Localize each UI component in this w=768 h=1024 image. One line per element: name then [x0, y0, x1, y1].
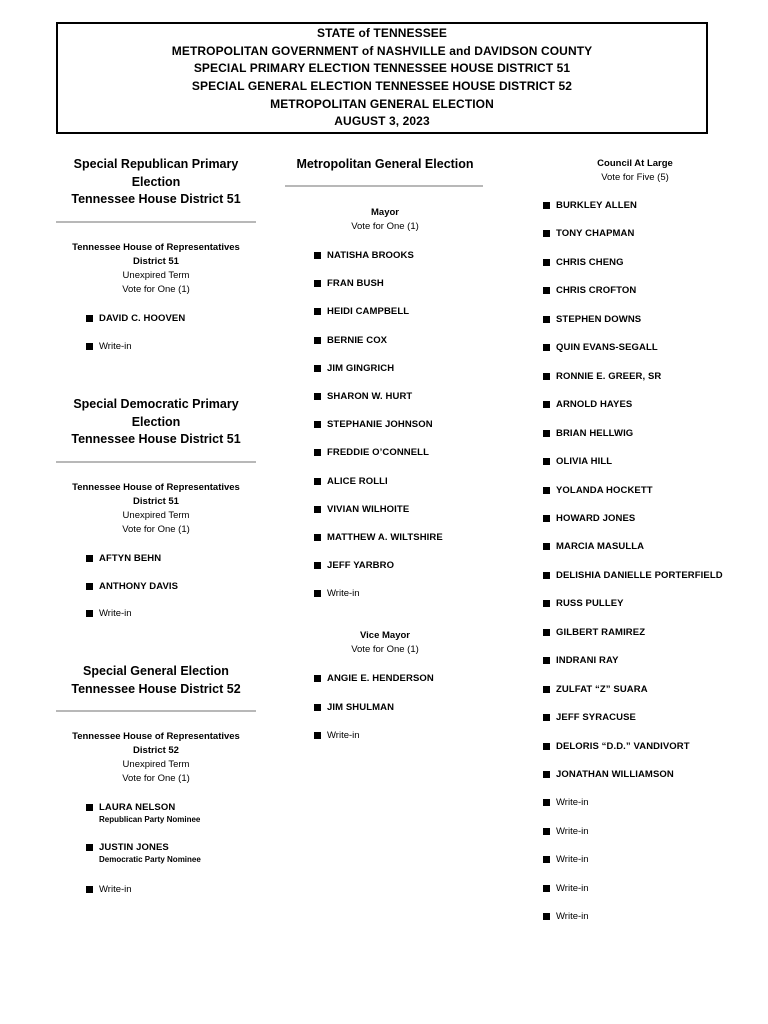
candidate-option[interactable]: AFTYN BEHN [86, 553, 161, 565]
candidate-option[interactable]: BURKLEY ALLEN [543, 200, 637, 212]
vote-oval[interactable] [86, 343, 93, 350]
vote-oval[interactable] [314, 449, 321, 456]
vote-oval[interactable] [543, 458, 550, 465]
vote-oval[interactable] [543, 828, 550, 835]
candidate-option[interactable]: OLIVIA HILL [543, 456, 612, 468]
vote-oval[interactable] [543, 543, 550, 550]
candidate-option[interactable]: RUSS PULLEY [543, 598, 624, 610]
vote-oval[interactable] [543, 230, 550, 237]
candidate-option[interactable]: YOLANDA HOCKETT [543, 485, 653, 497]
candidate-option[interactable]: SHARON W. HURT [314, 391, 412, 403]
candidate-option[interactable]: LAURA NELSON Republican Party Nominee [86, 802, 200, 826]
vote-oval[interactable] [543, 202, 550, 209]
candidate-option[interactable]: VIVIAN WILHOITE [314, 504, 409, 516]
vote-oval[interactable] [543, 515, 550, 522]
candidate-option[interactable]: MATTHEW A. WILTSHIRE [314, 532, 443, 544]
candidate-option[interactable]: ZULFAT “Z” SUARA [543, 684, 648, 696]
vote-oval[interactable] [543, 771, 550, 778]
mayor-contest-header: Mayor Vote for One (1) [351, 207, 419, 232]
vote-oval[interactable] [543, 743, 550, 750]
candidate-option[interactable]: TONY CHAPMAN [543, 228, 634, 240]
candidate-option[interactable]: DELORIS “D.D.” VANDIVORT [543, 741, 690, 753]
vote-oval[interactable] [543, 316, 550, 323]
vote-oval[interactable] [314, 308, 321, 315]
vote-oval[interactable] [314, 675, 321, 682]
header-primary-election: SPECIAL PRIMARY ELECTION TENNESSEE HOUSE DISTRICT 51 [193, 61, 571, 76]
header-state: STATE of TENNESSEE [316, 26, 448, 41]
vote-oval[interactable] [314, 421, 321, 428]
vote-oval[interactable] [543, 799, 550, 806]
candidate-option[interactable]: STEPHEN DOWNS [543, 314, 641, 326]
vote-oval[interactable] [543, 572, 550, 579]
candidate-option[interactable]: DAVID C. HOOVEN [86, 313, 185, 325]
vote-oval[interactable] [314, 506, 321, 513]
candidate-option[interactable]: DELISHIA DANIELLE PORTERFIELD [543, 570, 723, 582]
vote-oval[interactable] [543, 373, 550, 380]
candidate-option[interactable]: CHRIS CROFTON [543, 285, 636, 297]
general-52-contest-header: Tennessee House of Representatives District 52 Unexpired Term Vote for One (1) [72, 731, 240, 784]
write-in-option[interactable]: Write-in [86, 341, 132, 353]
vote-oval[interactable] [314, 478, 321, 485]
vote-oval[interactable] [543, 885, 550, 892]
write-in-option[interactable]: Write-in [543, 854, 589, 866]
candidate-option[interactable]: BERNIE COX [314, 335, 387, 347]
candidate-option[interactable]: JIM SHULMAN [314, 702, 394, 714]
democratic-primary-title: Special Democratic Primary Election Tennessee House District 51 [71, 397, 241, 446]
candidate-option[interactable]: FREDDIE O’CONNELL [314, 447, 429, 459]
candidate-option[interactable]: BRIAN HELLWIG [543, 428, 633, 440]
vote-oval[interactable] [314, 393, 321, 400]
vote-oval[interactable] [543, 600, 550, 607]
header-government: METROPOLITAN GOVERNMENT of NASHVILLE and DAVIDSON COUNTY [171, 43, 593, 58]
vote-oval[interactable] [543, 686, 550, 693]
general-52-title: Special General Election Tennessee House District 52 [71, 664, 241, 696]
vote-oval[interactable] [543, 487, 550, 494]
candidate-option[interactable]: JONATHAN WILLIAMSON [543, 769, 674, 781]
ballot-header [56, 22, 708, 134]
vote-oval[interactable] [314, 732, 321, 739]
section-divider [56, 221, 256, 223]
party-label: Democratic Party Nominee [99, 855, 201, 864]
metro-election-title: Metropolitan General Election [296, 157, 474, 171]
write-in-option[interactable]: Write-in [86, 884, 132, 896]
vice-mayor-contest-header: Vice Mayor Vote for One (1) [351, 630, 419, 655]
write-in-option[interactable]: Write-in [543, 883, 589, 895]
candidate-option[interactable]: HEIDI CAMPBELL [314, 306, 409, 318]
vote-oval[interactable] [543, 430, 550, 437]
vote-oval[interactable] [543, 401, 550, 408]
vote-oval[interactable] [86, 804, 93, 811]
header-general-election: SPECIAL GENERAL ELECTION TENNESSEE HOUSE DISTRICT 52 [191, 79, 573, 93]
vote-oval[interactable] [543, 629, 550, 636]
candidate-option[interactable]: ANGIE E. HENDERSON [314, 673, 434, 685]
vote-oval[interactable] [314, 704, 321, 711]
header-date: AUGUST 3, 2023 [334, 114, 430, 129]
section-divider [285, 185, 483, 187]
candidate-option[interactable]: JEFF YARBRO [314, 560, 394, 572]
vote-oval[interactable] [543, 657, 550, 664]
vote-oval[interactable] [86, 610, 93, 617]
write-in-option[interactable]: Write-in [543, 826, 589, 838]
section-divider [56, 461, 256, 463]
vote-oval[interactable] [86, 583, 93, 590]
republican-primary-title: Special Republican Primary Election Tennessee House District 51 [71, 157, 241, 206]
vote-oval[interactable] [314, 280, 321, 287]
candidate-option[interactable]: ALICE ROLLI [314, 476, 388, 488]
candidate-option[interactable]: JIM GINGRICH [314, 363, 394, 375]
candidate-option[interactable]: QUIN EVANS-SEGALL [543, 342, 658, 354]
vote-oval[interactable] [314, 365, 321, 372]
vote-oval[interactable] [86, 315, 93, 322]
vote-oval[interactable] [314, 534, 321, 541]
write-in-option[interactable]: Write-in [543, 911, 589, 923]
candidate-option[interactable]: STEPHANIE JOHNSON [314, 419, 433, 431]
vote-oval[interactable] [543, 259, 550, 266]
vote-oval[interactable] [314, 590, 321, 597]
vote-oval[interactable] [543, 913, 550, 920]
vote-oval[interactable] [314, 252, 321, 259]
candidate-option[interactable]: RONNIE E. GREER, SR [543, 371, 661, 383]
party-label: Republican Party Nominee [99, 815, 201, 824]
vote-oval[interactable] [86, 555, 93, 562]
vote-oval[interactable] [86, 844, 93, 851]
vote-oval[interactable] [86, 886, 93, 893]
header-metro-election: METROPOLITAN GENERAL ELECTION [270, 96, 494, 111]
write-in-option[interactable]: Write-in [314, 588, 360, 600]
candidate-option[interactable]: HOWARD JONES [543, 513, 635, 525]
vote-oval[interactable] [543, 287, 550, 294]
candidate-option[interactable]: FRAN BUSH [314, 278, 384, 290]
candidate-option[interactable]: GILBERT RAMIREZ [543, 627, 645, 639]
section-divider [56, 710, 256, 712]
republican-contest-header: Tennessee House of Representatives District 51 Unexpired Term Vote for One (1) [72, 242, 240, 295]
democratic-contest-header: Tennessee House of Representatives District 51 Unexpired Term Vote for One (1) [72, 482, 240, 535]
council-contest-header: Council At Large Vote for Five (5) [597, 158, 673, 183]
write-in-option[interactable]: Write-in [543, 797, 589, 809]
vote-oval[interactable] [314, 337, 321, 344]
candidate-option[interactable]: INDRANI RAY [543, 655, 619, 667]
candidate-option[interactable]: CHRIS CHENG [543, 257, 624, 269]
candidate-option[interactable]: JEFF SYRACUSE [543, 712, 636, 724]
write-in-option[interactable]: Write-in [86, 608, 132, 620]
vote-oval[interactable] [314, 562, 321, 569]
candidate-option[interactable]: ARNOLD HAYES [543, 399, 632, 411]
vote-oval[interactable] [543, 714, 550, 721]
candidate-option[interactable]: NATISHA BROOKS [314, 250, 414, 262]
candidate-option[interactable]: ANTHONY DAVIS [86, 581, 178, 593]
write-in-option[interactable]: Write-in [314, 730, 360, 742]
candidate-option[interactable]: MARCIA MASULLA [543, 541, 644, 553]
vote-oval[interactable] [543, 344, 550, 351]
vote-oval[interactable] [543, 856, 550, 863]
candidate-option[interactable]: JUSTIN JONES Democratic Party Nominee [86, 842, 201, 866]
